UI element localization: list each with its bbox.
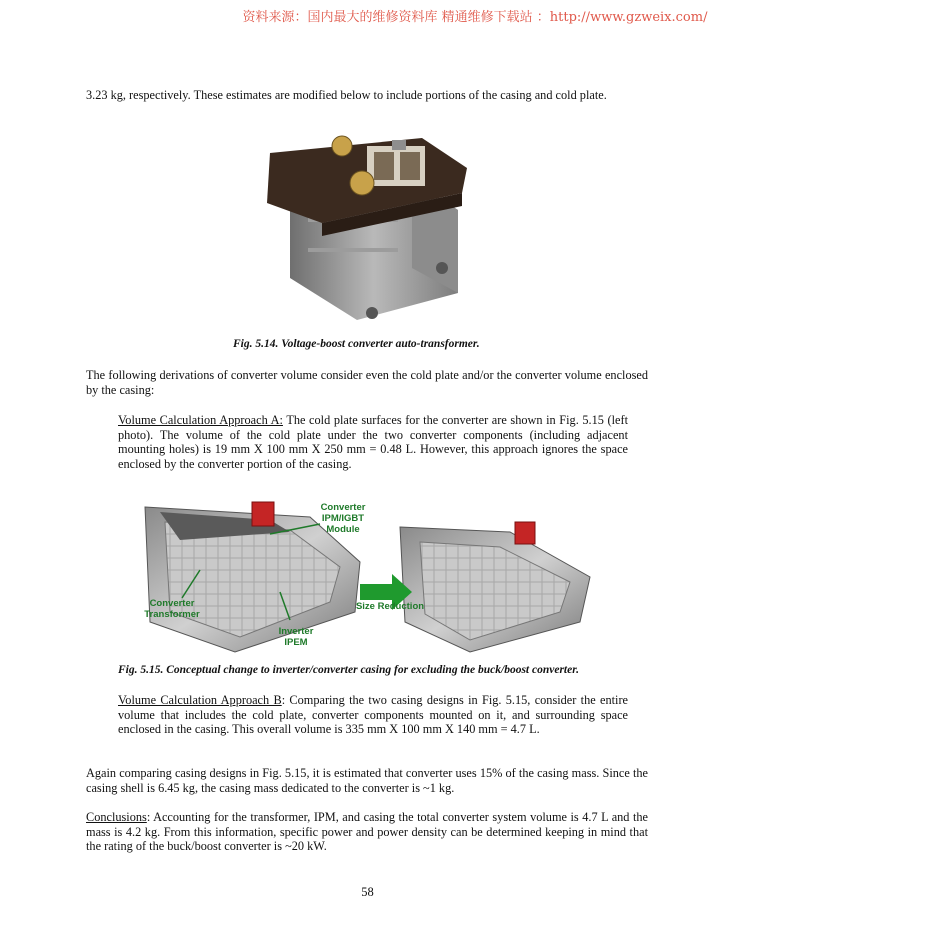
label-converter-module-2: IPM/IGBT [321,513,365,524]
approach-b-heading: Volume Calculation Approach B [118,693,282,707]
intro-paragraph: 3.23 kg, respectively. These estimates are modified below to include portions of the casing and cold plate. [86,88,607,102]
casing-comparison-figure [140,492,600,654]
fig515-caption: Fig. 5.15. Conceptual change to inverter/converter casing for excluding the buck/boost converter. [118,664,579,676]
conclusions-body: : Accounting for the transformer, IPM, and casing the total converter system volume is 4.7 L and the mass is 4.2 kg. From this information, specific power and power density can be determined keeping in mind that the rating of the buck/boost converter is ~20 kW. [86,810,648,854]
label-converter-module-3: Module [326,524,360,535]
approach-a-heading: Volume Calculation Approach A: [118,413,283,427]
derivations-paragraph: The following derivations of converter volume consider even the cold plate and/or the converter volume enclosed by the casing: [86,368,648,397]
approach-b-body: : Comparing the two casing designs in Fig. 5.15, consider the entire volume that includes the cold plate, converter components mounted on it, and surrounding space enclosed in the casing. This overall volume is 335 mm X 100 mm X 140 mm = 4.7 L. [118,693,628,737]
label-converter-module-1: Converter [320,502,366,513]
conclusions-heading: Conclusions [86,810,147,824]
approach-a-paragraph [118,413,628,471]
label-ipem-2: IPEM [284,637,308,648]
transformer-photo [262,128,472,328]
conclusions-paragraph [86,810,648,854]
approach-a-body: The cold plate surfaces for the converter are shown in Fig. 5.15 (left photo). The volume of the cold plate under the two converter components (including adjacent mounting holes) is 19 mm X 100 mm X 250 mm = 0.48 L. However, this approach ignores the space enclosed by the converter portion of the casing. [118,413,628,471]
mass-paragraph: Again comparing casing designs in Fig. 5.15, it is estimated that converter uses 15% of the casing mass. Since the casing shell is 6.45 kg, the casing mass dedicated to the converter is ~1 kg. [86,766,648,795]
watermark-banner: 资料来源：国内最大的维修资料库 精通维修下载站 ：http://www.gzweix.com/ [242,10,708,25]
label-ipem-1: Inverter [278,626,314,637]
label-size-reduction: Size Reduction [355,601,425,612]
label-transformer-2: Transformer [144,609,200,620]
approach-b-paragraph [118,693,628,737]
label-transformer-1: Converter [149,598,195,609]
fig514-caption: Fig. 5.14. Voltage-boost converter auto-transformer. [233,338,480,350]
page-number: 58 [361,885,374,899]
